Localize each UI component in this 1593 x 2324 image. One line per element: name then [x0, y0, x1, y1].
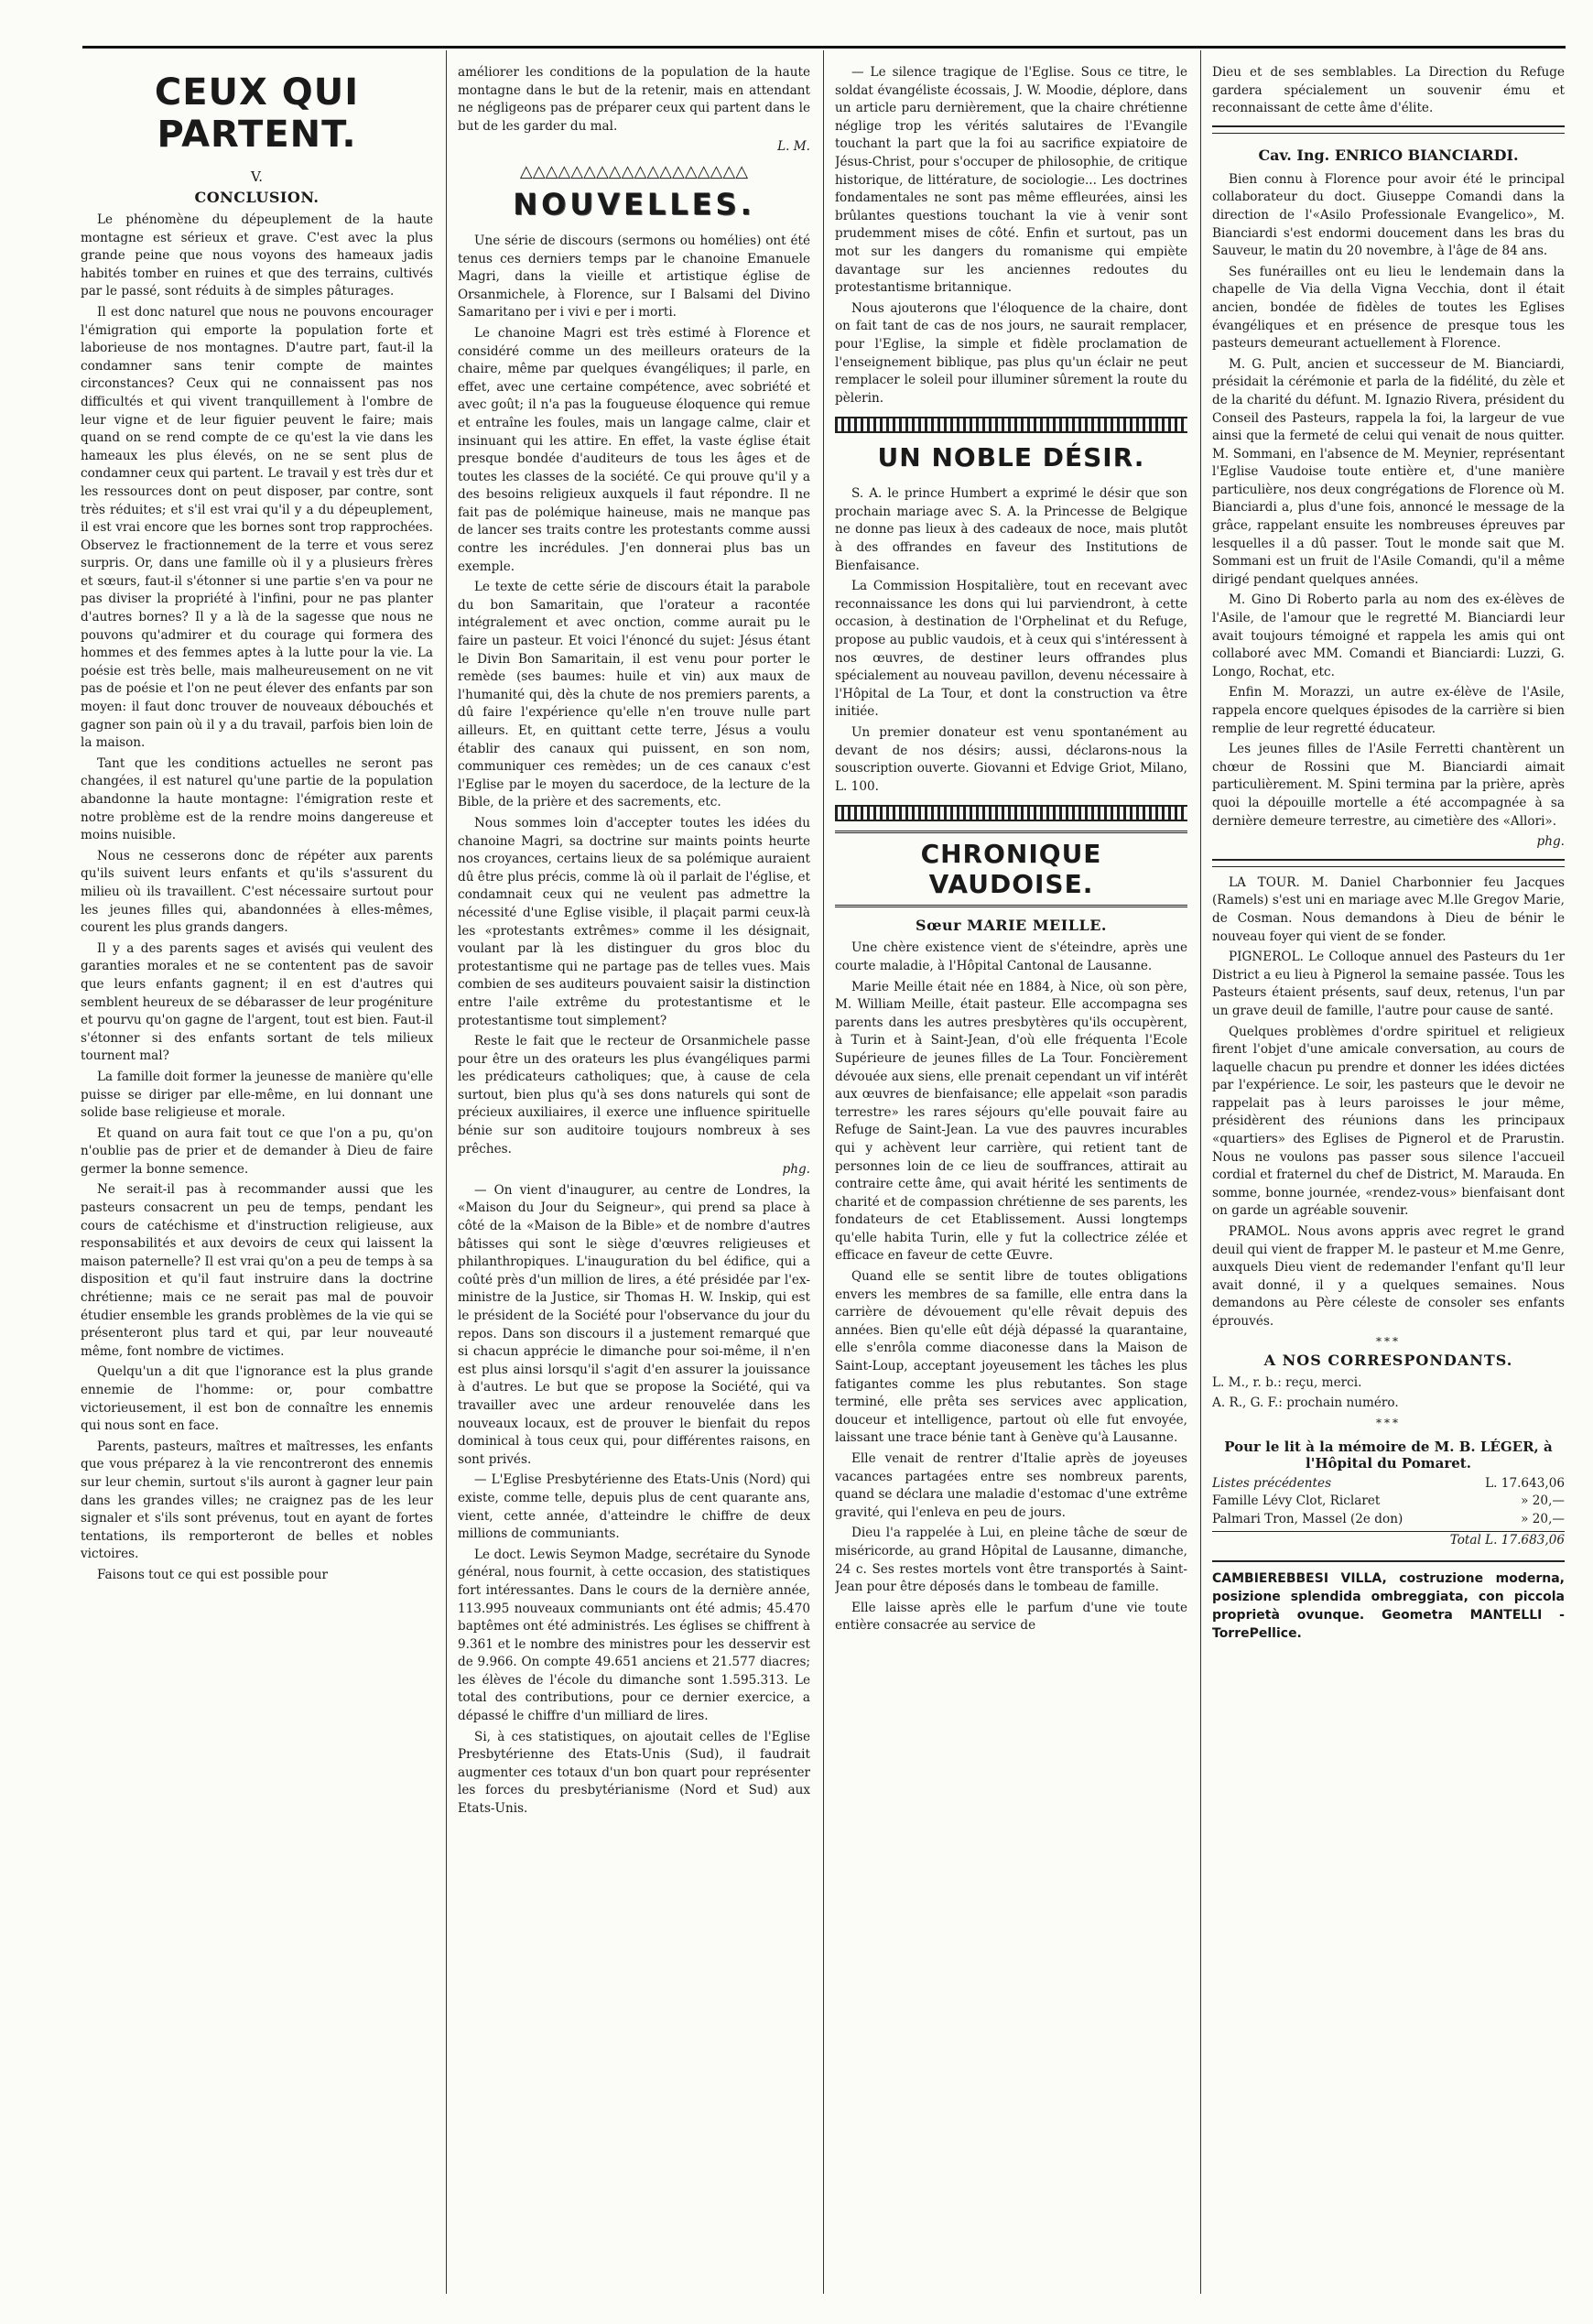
paragraph: Nous sommes loin d'accepter toutes les idées du chanoine Magri, sa doctrine sur maints points heurte nos croyances, certains lieux de sa polémique auraient dû être plus précis, comme là où il parlait de l'église, et condamnait ceux qui ne veulent pas admettre la nécessité d'une Eglise visible, il plaçait parmi ceux-là les «protestants extrêmes» comme il les désignait, voulant par là les distinguer du gros bloc du protestantisme qui ne partage pas de telles vues. Mais combien de ses auditeurs pouvaient saisir la distinction entre l'aile extrême du protestantisme et le protestantisme tout simplement?	[458, 815, 810, 1028]
asterism: ***	[1376, 1416, 1401, 1429]
column-rule	[446, 50, 447, 2294]
signature: phg.	[1536, 834, 1565, 850]
paragraph: La famille doit former la jeunesse de manière qu'elle puisse se diriger par elle-même, en lui donnant une solide base religieuse et morale.	[81, 1069, 433, 1121]
section-title: CHRONIQUE VAUDOISE.	[835, 831, 1187, 907]
article-part: V.	[251, 168, 263, 185]
paragraph: Quelqu'un a dit que l'ignorance est la plus grande ennemie de l'homme: or, pour combattre victorieusement, il est bon de connaître les ennemis qui nous sont en face.	[81, 1364, 433, 1434]
paragraph: Quelques problèmes d'ordre spirituel et religieux firent l'objet d'une amicale conversation, au cours de laquelle chacun pu prendre et donner les idées dictées par l'expérience. Le soir, les pasteurs que le devoir ne rappelait pas à leurs paroisses le jour même, présidèrent des réunions dans les principaux «quartiers» des Eglises de Pignerol et de Prarustin. Nous ne voulons pas passer sous silence l'accueil cordial et fraternel du chef de District, M. Marauda. En somme, bonne journée, «rendez-vous» bienfaisant dont on garde un agréable souvenir.	[1212, 1024, 1565, 1219]
fund-row: Palmari Tron, Massel (2e don) » 20,—	[1212, 1511, 1565, 1526]
paragraph: Ses funérailles ont eu lieu le lendemain dans la chapelle de Via della Vigna Vecchia, dont il était ancien, bondée de fidèles de toutes les Eglises évangéliques et en présence de presque tous les pasteurs demeurant actuellement à Florence.	[1212, 264, 1565, 352]
paragraph: Dieu l'a rappelée à Lui, en pleine tâche de sœur de miséricorde, au grand Hôpital de Lausanne, dimanche, 24 c. Ses restes mortels vont être transportés à Saint-Jean pour être déposés dans le tombeau de famille.	[835, 1526, 1187, 1595]
paragraph: LA TOUR. M. Daniel Charbonnier feu Jacques (Ramels) s'est uni en mariage avec M.lle Gregov Marie, de Cosman. Nous demandons à Dieu de bénir le nouveau foyer qui vient de se fonder.	[1212, 874, 1565, 944]
paragraph: Une série de discours (sermons ou homélies) ont été tenus ces derniers temps par le chanoine Emanuele Magri, dans la vieille et artistique église de Orsanmichele, à Florence, sur I Balsami del Divino Samaritano per i vivi e per i morti.	[458, 233, 810, 320]
column-2	[458, 64, 810, 2298]
section-title: A NOS CORRESPONDANTS.	[1263, 1351, 1513, 1369]
fund-total: Total L. 17.683,06	[1212, 1531, 1565, 1550]
paragraph: — Le silence tragique de l'Eglise. Sous ce titre, le soldat évangéliste écossais, J. W. Moodie, déplore, dans un article paru dernièrement, que la chaire chrétienne néglige trop les vérités salutaires de l'Evangile touchant la part que la foi au sacrifice expiatoire de Jésus-Christ, pour s'occuper de philosophie, de critique historique, de littérature, de sociologie... Les doctrines fondamentales ne sont pas même effleurées, ainsi les brûlantes questions touchant la vie à venir sont prudemment mises de côté. Enfin et surtout, pas un mot sur les dangers du romanisme qui empiète davantage sur les anciennes redoutes du protestantisme britannique.	[835, 65, 1187, 296]
signature: L. M.	[777, 139, 810, 155]
fund-row: Listes précédentes L. 17.643,06	[1212, 1475, 1565, 1491]
paragraph: Parents, pasteurs, maîtres et maîtresses, les enfants que vous préparez à la vie rencontreront des ennemis sur leur chemin, surtout s'ils auront à gagner leur pain dans les grandes villes; ne craignez pas de les leur signaler et s'ils sont prévenus, tout en ayant de fortes tentations, ils remporteront de belles et nobles victoires.	[81, 1439, 433, 1562]
paragraph: Il est donc naturel que nous ne pouvons encourager l'émigration qui emporte la population forte et laborieuse de nos montagnes. D'autre part, faut-il la condamner sans tenir compte de maintes circonstances? Ceux qui ne connaissent pas nos difficultés et qui vivent tranquillement à l'ombre de leur vigne et de leur figuier peuvent le faire; mais quand on se rend compte de ce qu'est la vie dans les hameaux les plus élevés, on ne se sent plus de condamner ceux qui partent. Le travail y est très dur et les ressources dont on peut disposer, par contre, sont très réduites; et s'il est vrai qu'il y a du dépeuplement, il est vrai encore que les bornes sont trop rapprochées. Observez le fractionnement de la terre et vous serez surpris. Or, dans une famille où il y a plusieurs frères et sœurs, faut-il s'étonner si une partie s'en va pour ne pas diviser la propriété à l'infini, pour ne pas planter d'autres bornes? Il y a là de la sagesse que nous ne pouvons qu'admirer et du courage qui formera des hommes et des femmes aptes à la lutte pour la vie. La poésie est très belle, mais malheureusement on ne vit pas de poésie et l'on ne peut élever des enfants par son moyen: il faut donc trouver de nouveaux débouchés et gagner son pain où il y a du travail, parfois bien loin de la maison.	[81, 304, 433, 751]
paragraph: M. G. Pult, ancien et successeur de M. Bianciardi, présidait la cérémonie et parla de la fidélité, du zèle et de la charité du défunt. M. Ignazio Rivera, président du Conseil des Pasteurs, rappela la foi, la largeur de vue ainsi que la fermeté de celui qui venait de nous quitter. M. Sommani, en l'absence de M. Meynier, représentant l'Eglise Vaudoise toute entière et, d'une manière particulière, nos deux congrégations de Florence où M. Bianciardi a, plus d'une fois, annoncé le message de la grâce, rappelant ensuite les nombreuses épreuves par lesquelles il a dû passer. Tout le monde sait que M. Sommani est un fruit de l'Asile Comandi, qu'il a même dirigé pendant quelques années.	[1212, 356, 1565, 587]
column-3	[835, 64, 1187, 2298]
paragraph: Les jeunes filles de l'Asile Ferretti chantèrent un chœur de Rossini que M. Bianciardi aimait particulièrement. M. Spini termina par la prière, après quoi la dépouille mortelle a été accompagnée à sa dernière demeure terrestre, au cimetière des «Allori».	[1212, 742, 1565, 829]
paragraph: M. Gino Di Roberto parla au nom des ex-élèves de l'Asile, de l'amour que le regretté M. Bianciardi leur avait toujours témoigné et rappela les amis qui ont collaboré avec MM. Comandi et Bianciardi: Luzzi, G. Longo, Rochat, etc.	[1212, 592, 1565, 679]
paragraph: L. M., r. b.: reçu, merci.	[1212, 1374, 1362, 1390]
ornament-divider	[835, 417, 1187, 433]
paragraph: Elle venait de rentrer d'Italie après de joyeuses vacances partagées entre ses nombreux parents, quand se déclara une maladie d'estomac d'une extrême gravité, qui l'enleva en peu de jours.	[835, 1451, 1187, 1520]
fund-title: Pour le lit à la mémoire de M. B. LÉGER, à l'Hôpital du Pomaret.	[1224, 1438, 1553, 1472]
section-title: NOUVELLES.	[513, 186, 755, 222]
paragraph: — L'Eglise Presbytérienne des Etats-Unis (Nord) qui existe, comme telle, depuis plus de cent quarante ans, vient, cette année, d'atteindre le chiffre de deux millions de communiants.	[458, 1472, 810, 1542]
fund-row: Famille Lévy Clot, Riclaret » 20,—	[1212, 1493, 1565, 1509]
paragraph: Nous ne cesserons donc de répéter aux parents qu'ils suivent leurs enfants et qu'ils s'assurent du milieu où ils travaillent. C'est nécessaire surtout pour les jeunes filles qui, abandonnées à elles-mêmes, courent les plus grands dangers.	[81, 848, 433, 936]
ornament-divider	[835, 805, 1187, 821]
section-title: UN NOBLE DÉSIR.	[877, 442, 1145, 473]
divider	[1212, 859, 1565, 867]
paragraph: PIGNEROL. Le Colloque annuel des Pasteurs du 1er District a eu lieu à Pignerol la semaine passée. Tous les Pasteurs étaient présents, sauf deux, retenus, l'un par un grave deuil de famille, l'autre pour cause de santé.	[1212, 950, 1565, 1018]
top-rule	[82, 46, 1566, 49]
paragraph: Le chanoine Magri est très estimé à Florence et considéré comme un des meilleurs orateurs de la chaire, même par quelques évangéliques; il parle, en effet, avec une certaine compétence, avec sobriété et avec goût; il n'a pas la fougueuse éloquence qui remue et entraîne les foules, mais un langage calme, clair et insinuant qui les attire. En effet, la vaste église était presque bondée d'auditeurs de tous les âges et de toutes les classes de la société. Ce qui prouve qu'il y a des besoins religieux auxquels il faut répondre. Il ne fait pas de polémique haineuse, mais ne manque pas de lancer ses traits contre les protestants comme aussi contre les incrédules. J'en donnerai plus bas un exemple.	[458, 325, 810, 574]
article-subtitle: Sœur MARIE MEILLE.	[916, 917, 1107, 935]
divider	[1212, 125, 1565, 134]
paragraph: Quand elle se sentit libre de toutes obligations envers les membres de sa famille, elle entra dans la carrière de dévouement qu'elle rêvait depuis des années. Bien qu'elle eût déjà dépassé la quarantaine, elle s'enrôla comme diaconesse dans la Maison de Saint-Loup, acceptant joyeusement les tâches les plus fatigantes comme les plus rebutantes. Son stage terminé, elle prêta ses services avec application, douceur et intelligence, partout où elle fut envoyée, laissant une trace bénie tant à Genève qu'à Lausanne.	[835, 1269, 1187, 1446]
paragraph: Tant que les conditions actuelles ne seront pas changées, il est naturel qu'une partie de la population abandonne la haute montagne: l'émigration reste et notre problème est de la rendre moins dangereuse et moins nuisible.	[81, 755, 433, 843]
paragraph: Le texte de cette série de discours était la parabole du bon Samaritain, que l'orateur a racontée intégralement et avec onction, comme aurait pu le faire un pasteur. Et voici l'énoncé du sujet: Jésus étant le Divin Bon Samaritain, il est venu pour porter le remède (ses baumes: huile et vin) aux maux de l'humanité qui, dès la chute de nos premiers parents, a dû faire l'expérience qu'elle n'en trouve nulle part ailleurs. Et, en quittant cette terre, Jésus a voulu établir des canaux qui puissent, en son nom, communiquer ces remèdes; un de ces canaux c'est l'Eglise par le moyen du sacerdoce, de la lecture de la Bible, de la prière et des sacrements, etc.	[458, 580, 810, 810]
article-title: CEUX QUI PARTENT.	[154, 71, 360, 156]
paragraph: Et quand on aura fait tout ce que l'on a pu, qu'on n'oublie pas de prier et de demander à Dieu de faire germer la bonne semence.	[81, 1125, 433, 1177]
fund-list	[1212, 1475, 1565, 1549]
paragraph: Faisons tout ce qui est possible pour	[97, 1567, 329, 1582]
paragraph: Nous ajouterons que l'éloquence de la chaire, dont on fait tant de cas de nos jours, ne saurait remplacer, pour l'Eglise, la simple et fidèle proclamation de l'enseignement biblique, pas plus qu'un éclair ne peut remplacer le soleil pour illuminer sûrement la route du pèlerin.	[835, 300, 1187, 406]
paragraph: Dieu et de ses semblables. La Direction du Refuge gardera spécialement un souvenir ému et reconnaissant de cette âme d'élite.	[1212, 65, 1565, 116]
article-subtitle: Cav. Ing. ENRICO BIANCIARDI.	[1258, 146, 1519, 164]
paragraph: A. R., G. F.: prochain numéro.	[1212, 1395, 1399, 1411]
article-subtitle: CONCLUSION.	[194, 189, 320, 206]
paragraph: Bien connu à Florence pour avoir été le principal collaborateur du doct. Giuseppe Comandi dans la direction de l'«Asilo Professionale Evangelico», M. Bianciardi s'est endormi doucement dans les bras du Sauveur, le matin du 20 novembre, à l'âge de 84 ans.	[1212, 171, 1565, 259]
column-1	[81, 64, 433, 2298]
classified-ad: CAMBIEREBBESI VILLA, costruzione moderna, posizione splendida ombreggiata, con piccola proprietà ovunque. Geometra MANTELLI - TorrePellice.	[1212, 1560, 1565, 1643]
paragraph: — On vient d'inaugurer, au centre de Londres, la «Maison du Jour du Seigneur», qui prend sa place à côté de la «Maison de la Bible» et de nombre d'autres bâtisses qui sont le siège d'œuvres religieuses et philanthropiques. L'inauguration du bel édifice, qui a coûté près d'un million de lires, a été présidée par l'ex-ministre de la Justice, sir Thomas H. W. Inskip, qui est le président de la Société pour l'observance du jour du repos. Dans son discours il a justement remarqué que si chacun apprécie le dimanche pour soi-même, il n'en est plus ainsi lorsqu'il s'agit d'en assurer la jouissance à d'autres. Le but que se propose la Société, qui va travailler avec une ardeur renouvelée dans les nouveaux locaux, est de prouver le bienfait du repos dominical à tous ceux qui, pour différentes raisons, en sont privés.	[458, 1182, 810, 1467]
paragraph: Elle laisse après elle le parfum d'une vie toute entière consacrée au service de	[835, 1600, 1187, 1634]
paragraph: Une chère existence vient de s'éteindre, après une courte maladie, à l'Hôpital Cantonal de Lausanne.	[835, 940, 1187, 973]
paragraph: Le phénomène du dépeuplement de la haute montagne est sérieux et grave. C'est avec la plus grande peine que nous voyons des hameaux jadis habités tomber en ruines et que des terrains, cultivés par le passé, sont réduits à de simples pâturages.	[81, 212, 433, 299]
column-rule	[1200, 50, 1201, 2294]
asterism: ***	[1376, 1334, 1401, 1348]
paragraph: La Commission Hospitalière, tout en recevant avec reconnaissance les dons qui lui parviendront, à cette occasion, à destination de l'Orphelinat et du Refuge, propose au public vaudois, et à ceux qui s'intéressent à nos œuvres, de destiner leurs offrandes plus spécialement au nouveau pavillon, devenu nécessaire à l'Hôpital de La Tour, et dont la construction va être initiée.	[835, 579, 1187, 720]
paragraph: S. A. le prince Humbert a exprimé le désir que son prochain mariage avec S. A. la Princesse de Belgique ne donne pas lieux à des cadeaux de noce, mais plutôt à des offrandes en faveur des Institutions de Bienfaisance.	[835, 486, 1187, 573]
signature: phg.	[782, 1162, 810, 1178]
paragraph: Il y a des parents sages et avisés qui veulent des garanties morales et ne se contentent pas de savoir que leurs enfants gagnent; il en est d'autres qui semblent heureux de se débarasser de leur progéniture et pourvu qu'on gagne de l'argent, tout est bien. Faut-il s'étonner si des enfants sortant de tels milieux tournent mal?	[81, 940, 433, 1064]
triangle-ornament: △△△△△△△△△△△△△△△△△△	[519, 161, 749, 181]
paragraph: Un premier donateur est venu spontanément au devant de nos désirs; aussi, déclarons-nous la souscription ouverte. Giovanni et Edvige Griot, Milano, L. 100.	[835, 725, 1187, 794]
paragraph: Ne serait-il pas à recommander aussi que les pasteurs consacrent un peu de temps, pendant les cours de catéchisme et d'instruction religieuse, aux responsabilités et aux devoirs de ceux qui laissent la maison paternelle? Il est vrai qu'on a peu de temps à sa disposition et qu'il faut instruire dans la doctrine chrétienne; mais ce ne serait pas mal de pouvoir étudier ensemble les grands problèmes de la vie qui se présenteront plus tard et qui, par leur nouveauté même, font nombre de victimes.	[81, 1182, 433, 1359]
paragraph: Marie Meille était née en 1884, à Nice, où son père, M. William Meille, était pasteur. Elle accompagna ses parents dans les autres presbytères qu'ils occupèrent, à Turin et à Saint-Jean, d'où elle fréquenta l'Ecole Supérieure de jeunes filles de La Tour. Foncièrement dévouée aux siens, elle prenait cependant un vif intérêt aux œuvres de bienfaisance; elle appelait «son paradis terrestre» les rares séjours qu'elle pouvait faire au Refuge de Saint-Jean. La vue des pauvres incurables qui y achèvent leur carrière, qui retient tant de personnes loin de ce lieu de souffrances, attirait au contraire cette âme, qui avait hérité les sentiments de charité et de compassion chrétienne de ses parents, les fondateurs de cet Etablissement. Aussi longtemps qu'elle habita Turin, elle y fut la collectrice zélée et efficace en faveur de cette Œuvre.	[835, 979, 1187, 1264]
paragraph: Le doct. Lewis Seymon Madge, secrétaire du Synode général, nous fournit, à cette occasion, des statistiques fort intéressantes. Dans le cours de la dernière année, 113.995 nouveaux communiants ont été admis; 45.470 baptêmes ont été administrés. Les églises se chiffrent à 9.361 et le nombre des ministres pour les desservir est de 9.966. On compte 49.651 anciens et 21.577 diacres; les élèves de l'école du dimanche sont 1.595.313. Le total des contributions, pour ce dernier exercice, a dépassé le chiffre d'un milliard de lires.	[458, 1547, 810, 1724]
paragraph: améliorer les conditions de la population de la haute montagne dans le but de la retenir, mais en attendant ne négligeons pas de préparer ceux qui partent dans le but de les garder du mal.	[458, 65, 810, 134]
paragraph: PRAMOL. Nous avons appris avec regret le grand deuil qui vient de frapper M. le pasteur et M.me Genre, auxquels Dieu vient de redemander l'enfant qu'Il leur avait donné, il y a quelques semaines. Nous demandons au Père céleste de consoler ses enfants éprouvés.	[1212, 1224, 1565, 1329]
paragraph: Enfin M. Morazzi, un autre ex-élève de l'Asile, rappela encore quelques épisodes de la carrière si bien remplie de leur regretté éducateur.	[1212, 685, 1565, 736]
column-rule	[823, 50, 824, 2294]
paragraph: Si, à ces statistiques, on ajoutait celles de l'Eglise Presbytérienne des Etats-Unis (Sud), il faudrait augmenter ces totaux d'un bon quart pour représenter les forces du presbytérianisme (Nord et Sud) aux Etats-Unis.	[458, 1729, 810, 1817]
column-4	[1212, 64, 1565, 2298]
paragraph: Reste le fait que le recteur de Orsanmichele passe pour être un des orateurs les plus évangéliques parmi les prédicateurs catholiques; que, à cause de cela surtout, bien plus qu'à ses dons naturels qui sont de précieux auxiliaires, il exerce une influence spirituelle bénie sur son auditoire toujours nombreux à ses prêches.	[458, 1034, 810, 1157]
